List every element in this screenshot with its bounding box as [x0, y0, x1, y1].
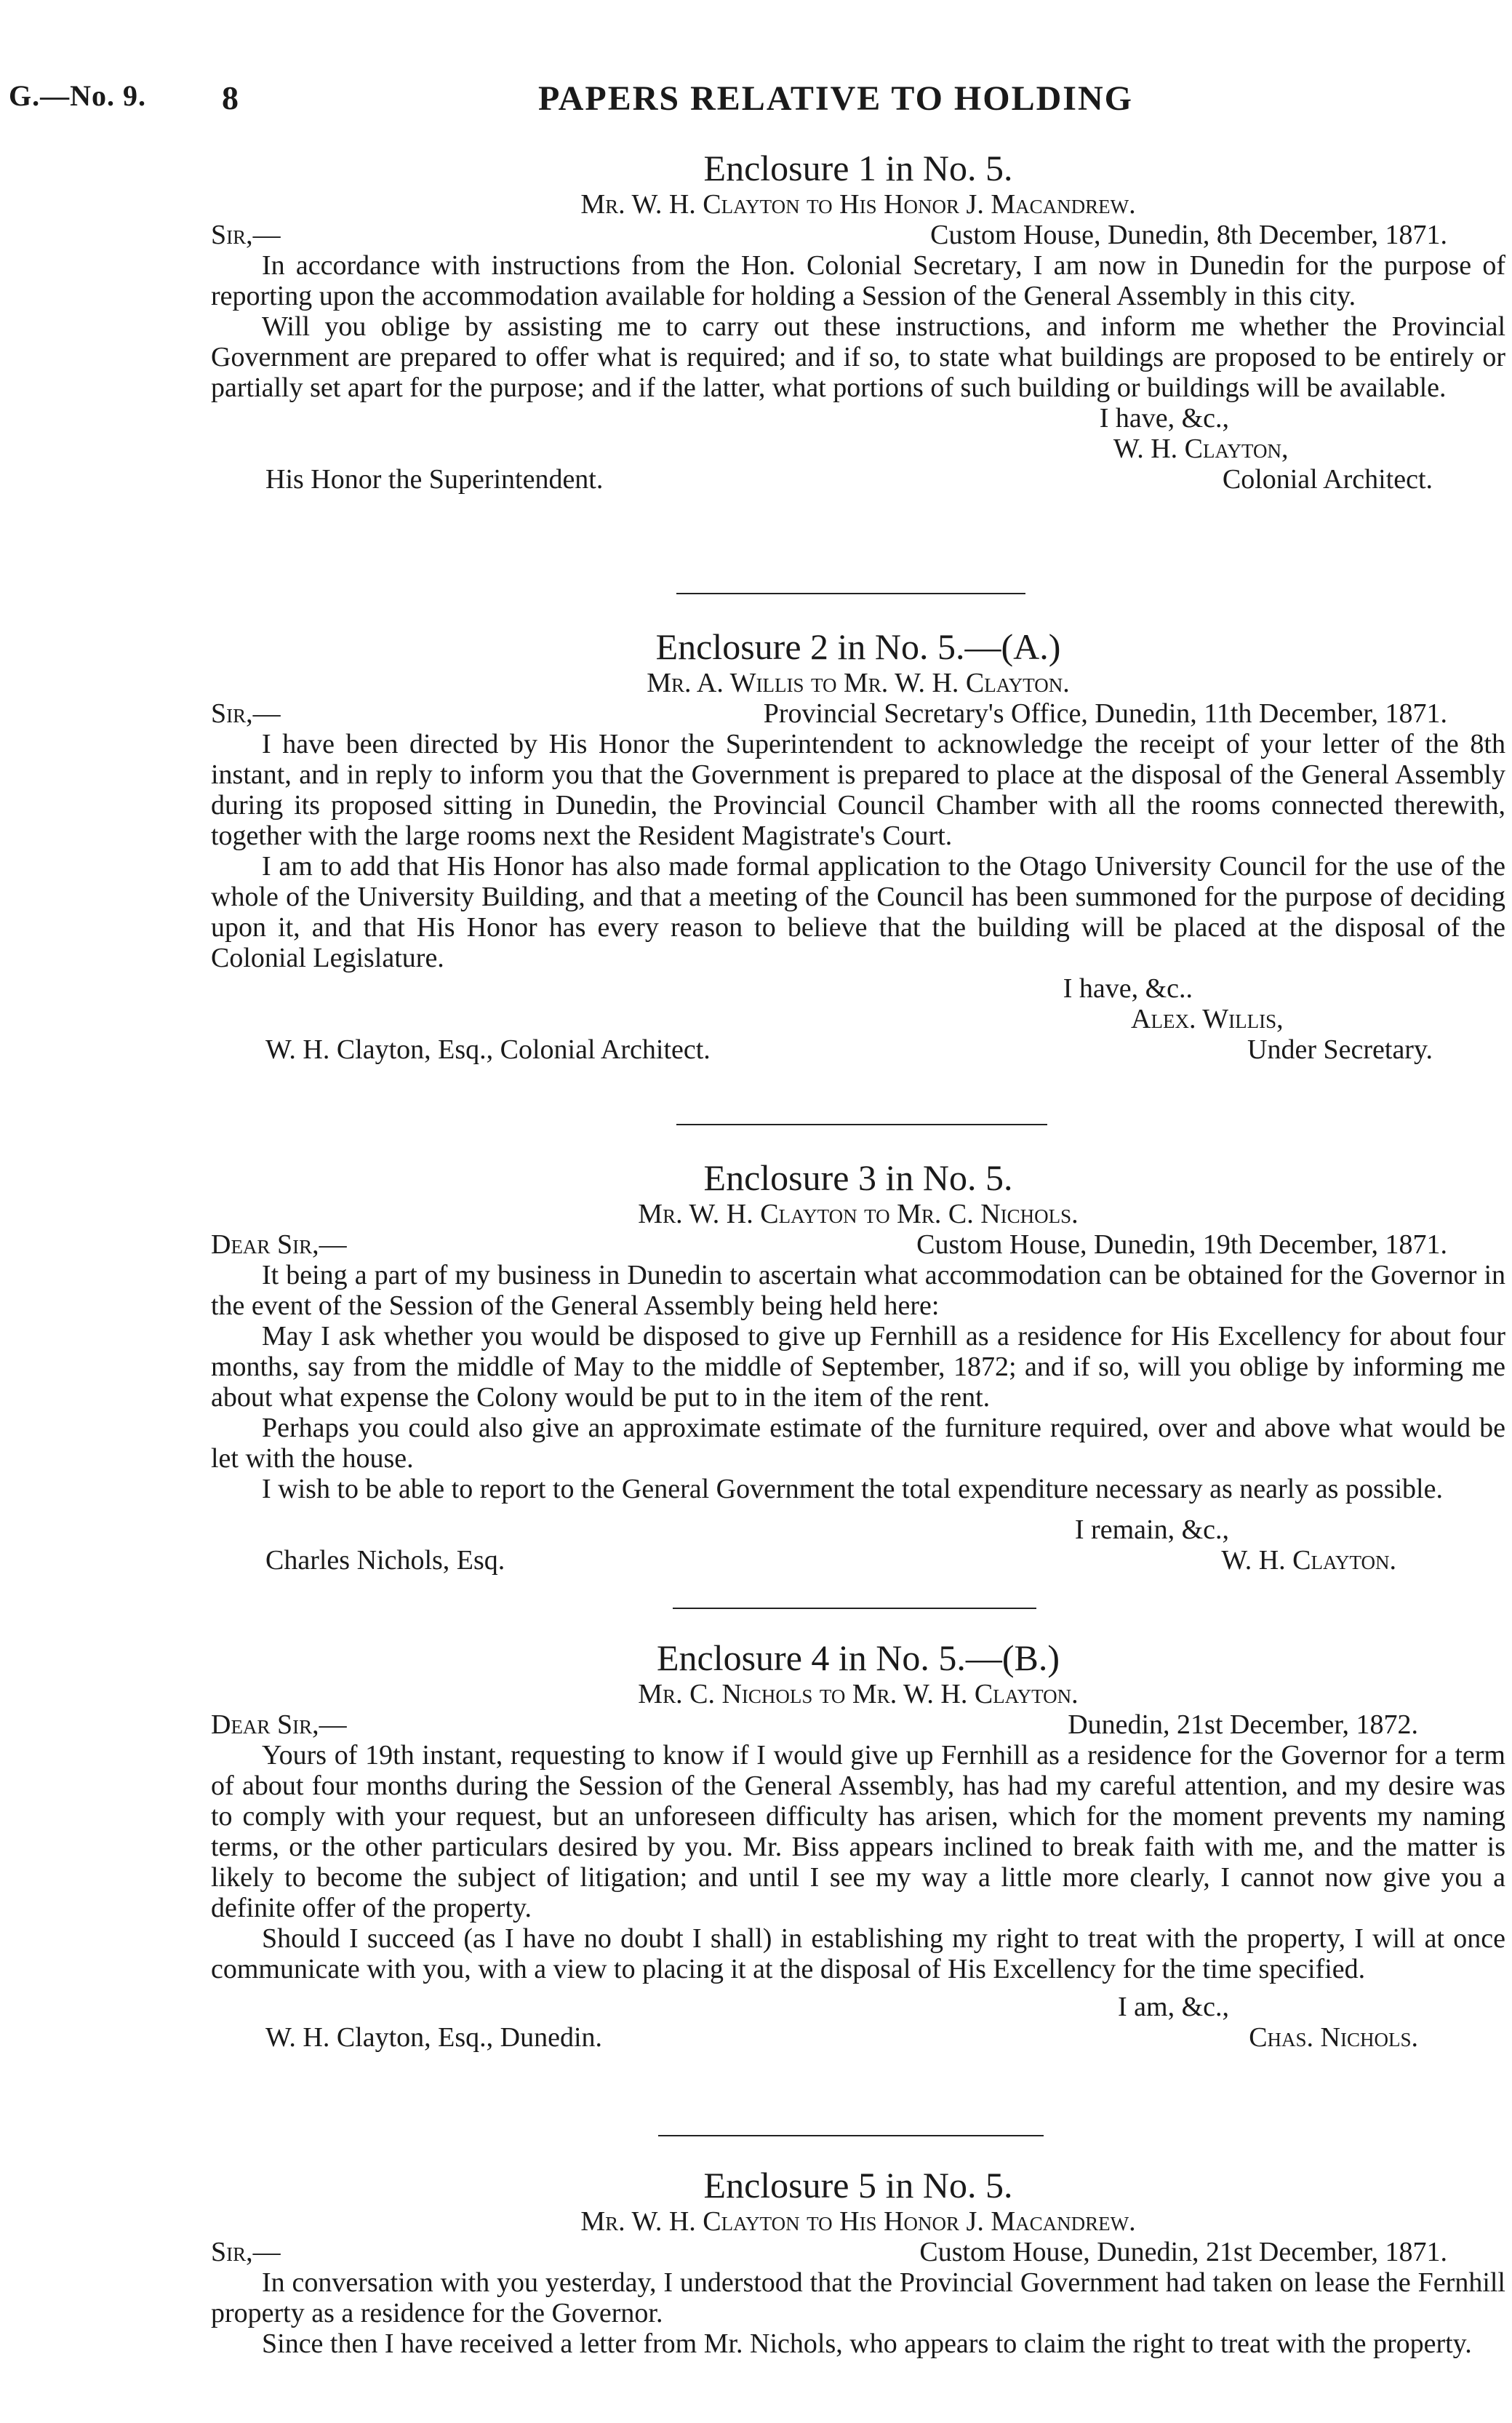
- addressee: W. H. Clayton, Esq., Dunedin.: [265, 2022, 603, 2053]
- enclosure-heading: Enclosure 1 in No. 5.: [703, 148, 1013, 188]
- signature: Chas. Nichols.: [1249, 2022, 1418, 2053]
- salutation: Dear Sir,—: [211, 1709, 347, 1740]
- enclosure-heading: Enclosure 5 in No. 5.: [703, 2165, 1013, 2206]
- paragraph: Yours of 19th instant, requesting to know if I would give up Fernhill as a residence for the Governor for a term of about four months during the Session of the General Assembly, has had my careful attention, and my desire was to comply with your request, but an unforeseen difficulty has arisen, which for the moment prevents my naming terms, or the other particulars desired by you. Mr. Biss appears inclined to break faith with me, and the matter is likely to become the subject of litigation; and until I see my way a little more clearly, I cannot now give you a definite offer of the property.: [211, 1740, 1505, 1923]
- dateline: Dunedin, 21st December, 1872.: [1068, 1709, 1418, 1740]
- paragraph: It being a part of my business in Dunedin to ascertain what accommodation can be obtained for the Governor in the event of the Session of the General Assembly being held here:: [211, 1260, 1505, 1321]
- section-divider: [676, 593, 1025, 594]
- enclosure-3: [211, 1157, 1505, 1576]
- enclosure-5: [211, 2164, 1505, 2359]
- paragraph: Perhaps you could also give an approximate estimate of the furniture required, over and above what would be let with the house.: [211, 1413, 1505, 1474]
- addressee: W. H. Clayton, Esq., Colonial Architect.: [265, 1034, 711, 1065]
- paragraph: I have been directed by His Honor the Superintendent to acknowledge the receipt of your letter of the 8th instant, and in reply to inform you that the Government is prepared to place at the disposal of the General Assembly during its proposed sitting in Dunedin, the Provincial Council Chamber with all the rooms connected therewith, together with the large rooms next the Resident Magistrate's Court.: [211, 729, 1505, 851]
- page-number: 8: [222, 79, 239, 116]
- closing: I remain, &c.,: [1074, 1514, 1229, 1545]
- paragraph: Should I succeed (as I have no doubt I shall) in establishing my right to treat with the property, I will at once communicate with you, with a view to placing it at the disposal of His Excellency for the time specified.: [211, 1923, 1505, 1984]
- paragraph: Will you oblige by assisting me to carry out these instructions, and inform me whether the Provincial Government are prepared to offer what is required; and if so, to state what buildings are proposed to be entirely or partially set apart for the purpose; and if the latter, what portions of such building or buildings will be available.: [211, 311, 1505, 403]
- paragraph: In conversation with you yesterday, I understood that the Provincial Government had taken on lease the Fernhill property as a residence for the Governor.: [211, 2267, 1505, 2328]
- dateline: Custom House, Dunedin, 19th December, 1871.: [916, 1229, 1447, 1260]
- signature: Alex. Willis,: [1131, 1004, 1284, 1034]
- closing: I am, &c.,: [1117, 1992, 1229, 2022]
- from-to-line: Mr. A. Willis to Mr. W. H. Clayton.: [647, 668, 1070, 698]
- running-title: PAPERS RELATIVE TO HOLDING: [538, 79, 1133, 118]
- section-divider: [673, 1608, 1036, 1609]
- from-to-line: Mr. W. H. Clayton to Mr. C. Nichols.: [638, 1199, 1079, 1229]
- paragraph: In accordance with instructions from the Hon. Colonial Secretary, I am now in Dunedin for the purpose of reporting upon the accommodation available for holding a Session of the General Assembly in this city.: [211, 250, 1505, 311]
- salutation: Sir,—: [211, 220, 281, 250]
- signature-title: Under Secretary.: [1247, 1034, 1433, 1065]
- dateline: Provincial Secretary's Office, Dunedin, 11th December, 1871.: [763, 698, 1447, 729]
- paragraph: I wish to be able to report to the General Government the total expenditure necessary as nearly as possible.: [262, 1474, 1443, 1504]
- paragraph: May I ask whether you would be disposed to give up Fernhill as a residence for His Excellency for about four months, say from the middle of May to the middle of September, 1872; and if so, will you oblige by informing me about what expense the Colony would be put to in the item of the rent.: [211, 1321, 1505, 1413]
- signature-title: Colonial Architect.: [1222, 464, 1433, 495]
- paragraph: Since then I have received a letter from Mr. Nichols, who appears to claim the right to treat with the property.: [262, 2328, 1472, 2359]
- paper-code: G.—No. 9.: [9, 79, 146, 112]
- signature: W. H. Clayton.: [1221, 1545, 1396, 1576]
- salutation: Sir,—: [211, 698, 281, 729]
- enclosure-heading: Enclosure 3 in No. 5.: [703, 1157, 1013, 1198]
- running-header: [0, 79, 1512, 122]
- enclosure-1: [211, 147, 1505, 495]
- closing: I have, &c..: [1063, 973, 1193, 1004]
- enclosure-2: [211, 626, 1505, 1065]
- section-divider: [658, 2135, 1044, 2136]
- signature: W. H. Clayton,: [1113, 434, 1289, 464]
- dateline: Custom House, Dunedin, 21st December, 1871.: [919, 2237, 1447, 2267]
- enclosure-heading: Enclosure 2 in No. 5.—(A.): [655, 626, 1061, 667]
- enclosure-4: [211, 1637, 1505, 2053]
- paragraph: I am to add that His Honor has also made formal application to the Otago University Council for the use of the whole of the University Building, and that a meeting of the Council has been summoned for the purpose of deciding upon it, and that His Honor has every reason to believe that the building will be placed at the disposal of the Colonial Legislature.: [211, 851, 1505, 973]
- from-to-line: Mr. W. H. Clayton to His Honor J. Macandrew.: [580, 2206, 1136, 2237]
- salutation: Sir,—: [211, 2237, 281, 2267]
- from-to-line: Mr. C. Nichols to Mr. W. H. Clayton.: [638, 1679, 1079, 1709]
- closing: I have, &c.,: [1099, 403, 1229, 434]
- section-divider: [676, 1124, 1047, 1125]
- from-to-line: Mr. W. H. Clayton to His Honor J. Macandrew.: [580, 189, 1136, 220]
- enclosure-heading: Enclosure 4 in No. 5.—(B.): [656, 1637, 1060, 1678]
- addressee: Charles Nichols, Esq.: [265, 1545, 505, 1576]
- salutation: Dear Sir,—: [211, 1229, 347, 1260]
- addressee: His Honor the Superintendent.: [265, 464, 604, 495]
- dateline: Custom House, Dunedin, 8th December, 1871.: [930, 220, 1447, 250]
